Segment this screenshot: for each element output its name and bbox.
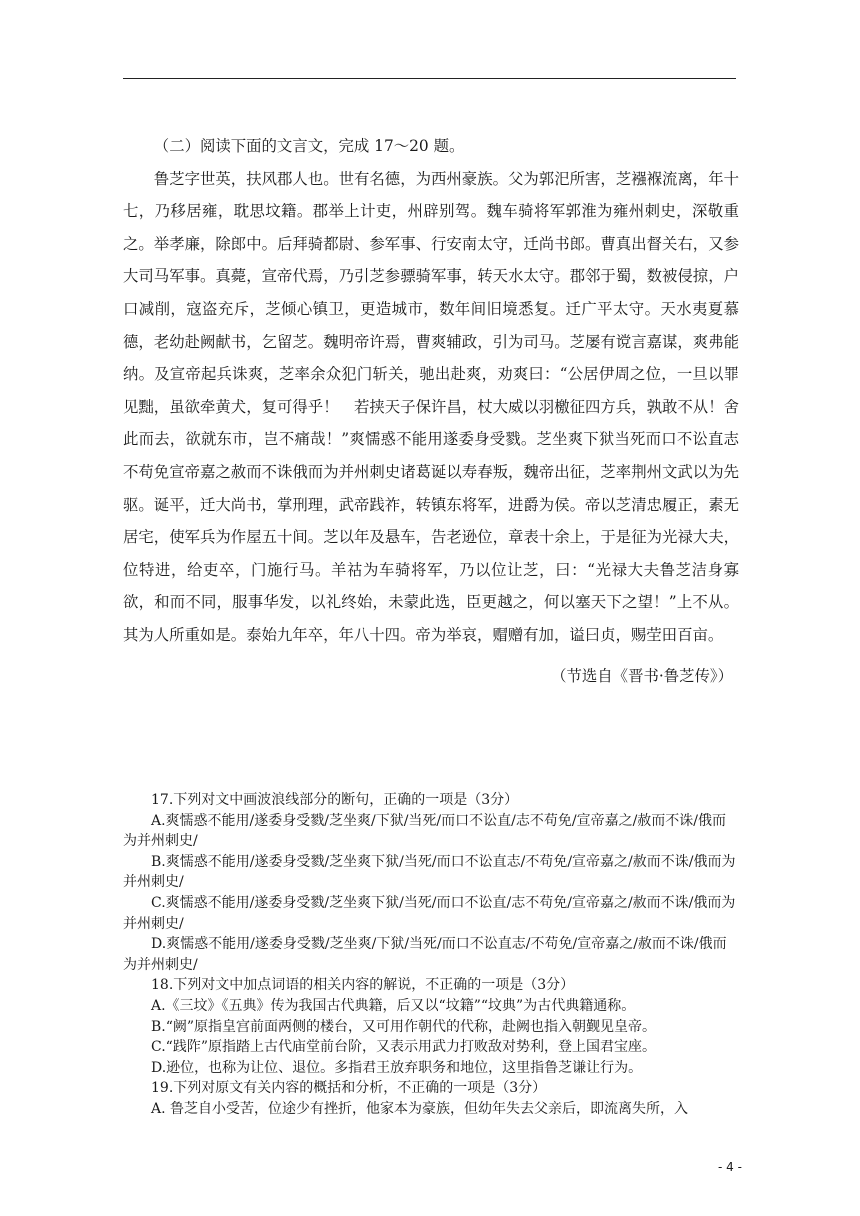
question-17-option-b: B.爽懦惑不能用/遂委身受戮/芝坐爽下狱/当死/而口不讼直志/不苟免/宣帝嘉之/赦而不诛/俄而为并州刺史/ — [123, 853, 736, 891]
question-18-option-b: B.“阙”原指皇宫前面两侧的楼台，又可用作朝代的代称，赴阙也指入朝觐见皇帝。 — [151, 1018, 657, 1035]
source-citation: （节选自《晋书·鲁芝传》） — [551, 666, 733, 685]
question-18-option-a: A.《三坟》《五典》传为我国古代典籍，后又以“坟籍”“坟典”为古代典籍通称。 — [151, 997, 636, 1014]
question-19-option-a: A. 鲁芝自小受苦，位途少有挫折，他家本为豪族，但幼年失去父亲后，即流离失所，入 — [151, 1100, 689, 1117]
classical-text: 鲁芝字世英，扶风郡人也。世有名德，为西州豪族。父为郭汜所害，芝襁褓流离，年十七，乃移居雍，耽思坟籍。郡举上计吏，州辟别驾。魏车骑将军郭淮为雍州刺史，深敬重之。举孝廉，除郎中。后拜骑都尉、参军事、行安南太守，迁尚书郎。曹真出督关右，又参大司马军事。真薨，宣帝代焉，乃引芝参骠骑军事，转天水太守。郡邻于蜀，数被侵掠，户口减削，寇盗充斥，芝倾心镇卫，更造城市，数年间旧境悉复。迁广平太守。天水夷夏慕德，老幼赴阙献书，乞留芝。魏明帝许焉，曹爽辅政，引为司马。芝屡有谠言嘉谋，爽弗能纳。及宣帝起兵诛爽，芝率余众犯门斩关，驰出赴爽，劝爽曰：“公居伊周之位，一旦以罪见黜，虽欲牵黄犬，复可得乎！ 若挟天子保许昌，杖大威以羽檄征四方兵，孰敢不从！舍此而去，欲就东市，岂不痛哉！”爽懦惑不能用遂委身受戮。芝坐爽下狱当死而口不讼直志不苟免宣帝嘉之赦而不诛俄而为并州刺史诸葛诞以寿春叛，魏帝出征，芝率荆州文武以为先驱。诞平，迁大尚书，掌刑理，武帝践祚，转镇东将军，进爵为侯。帝以芝清忠履正，素无居宅，使军兵为作屋五十间。芝以年及悬车，告老逊位，章表十余上，于是征为光禄大夫，位特进，给吏卒，门施行马。羊祜为车骑将军，乃以位让芝，曰：“光禄大夫鲁芝洁身寡欲，和而不同，服事华发，以礼终始，未蒙此选，臣更越之，何以塞天下之望！”上不从。其为人所重如是。泰始九年卒，年八十四。帝为举哀，赗赠有加，谥曰贞，赐茔田百亩。 — [123, 169, 739, 644]
section-heading: （二）阅读下面的文言文，完成 17～20 题。 — [153, 137, 465, 155]
question-list — [123, 790, 739, 1120]
question-19-stem: 19.下列对原文有关内容的概括和分析，不正确的一项是（3分） — [151, 1080, 547, 1097]
question-18-stem: 18.下列对文中加点词语的相关内容的解说，不正确的一项是（3分） — [151, 977, 575, 994]
reading-passage — [123, 130, 739, 692]
question-17-option-a: A.爽懦惑不能用/遂委身受戮/芝坐爽/下狱/当死/而口不讼直/志不苟免/宣帝嘉之/赦而不诛/俄而为并州刺史/ — [123, 812, 727, 850]
question-17-option-d: D.爽懦惑不能用/遂委身受戮/芝坐爽/下狱/当死/而口不讼直志/不苟免/宣帝嘉之/赦而不诛/俄而为并州刺史/ — [123, 936, 727, 973]
question-17-stem: 17.下列对文中画波浪线部分的断句，正确的一项是（3分） — [151, 792, 519, 808]
page-number: - 4 - — [718, 1160, 742, 1174]
header-rule — [123, 78, 736, 79]
question-18-option-d: D.逊位，也称为让位、退位。多指君王放弃职务和地位，这里指鲁芝谦让行为。 — [151, 1059, 643, 1076]
question-18-option-c: C.“践阼”原指踏上古代庙堂前台阶，又表示用武力打败敌对势利，登上国君宝座。 — [151, 1039, 656, 1056]
question-17-option-c: C.爽懦惑不能用/遂委身受戮/芝坐爽下狱/当死/而口不讼直/志不苟免/宣帝嘉之/赦而不诛/俄而为并州刺史/ — [123, 894, 736, 932]
